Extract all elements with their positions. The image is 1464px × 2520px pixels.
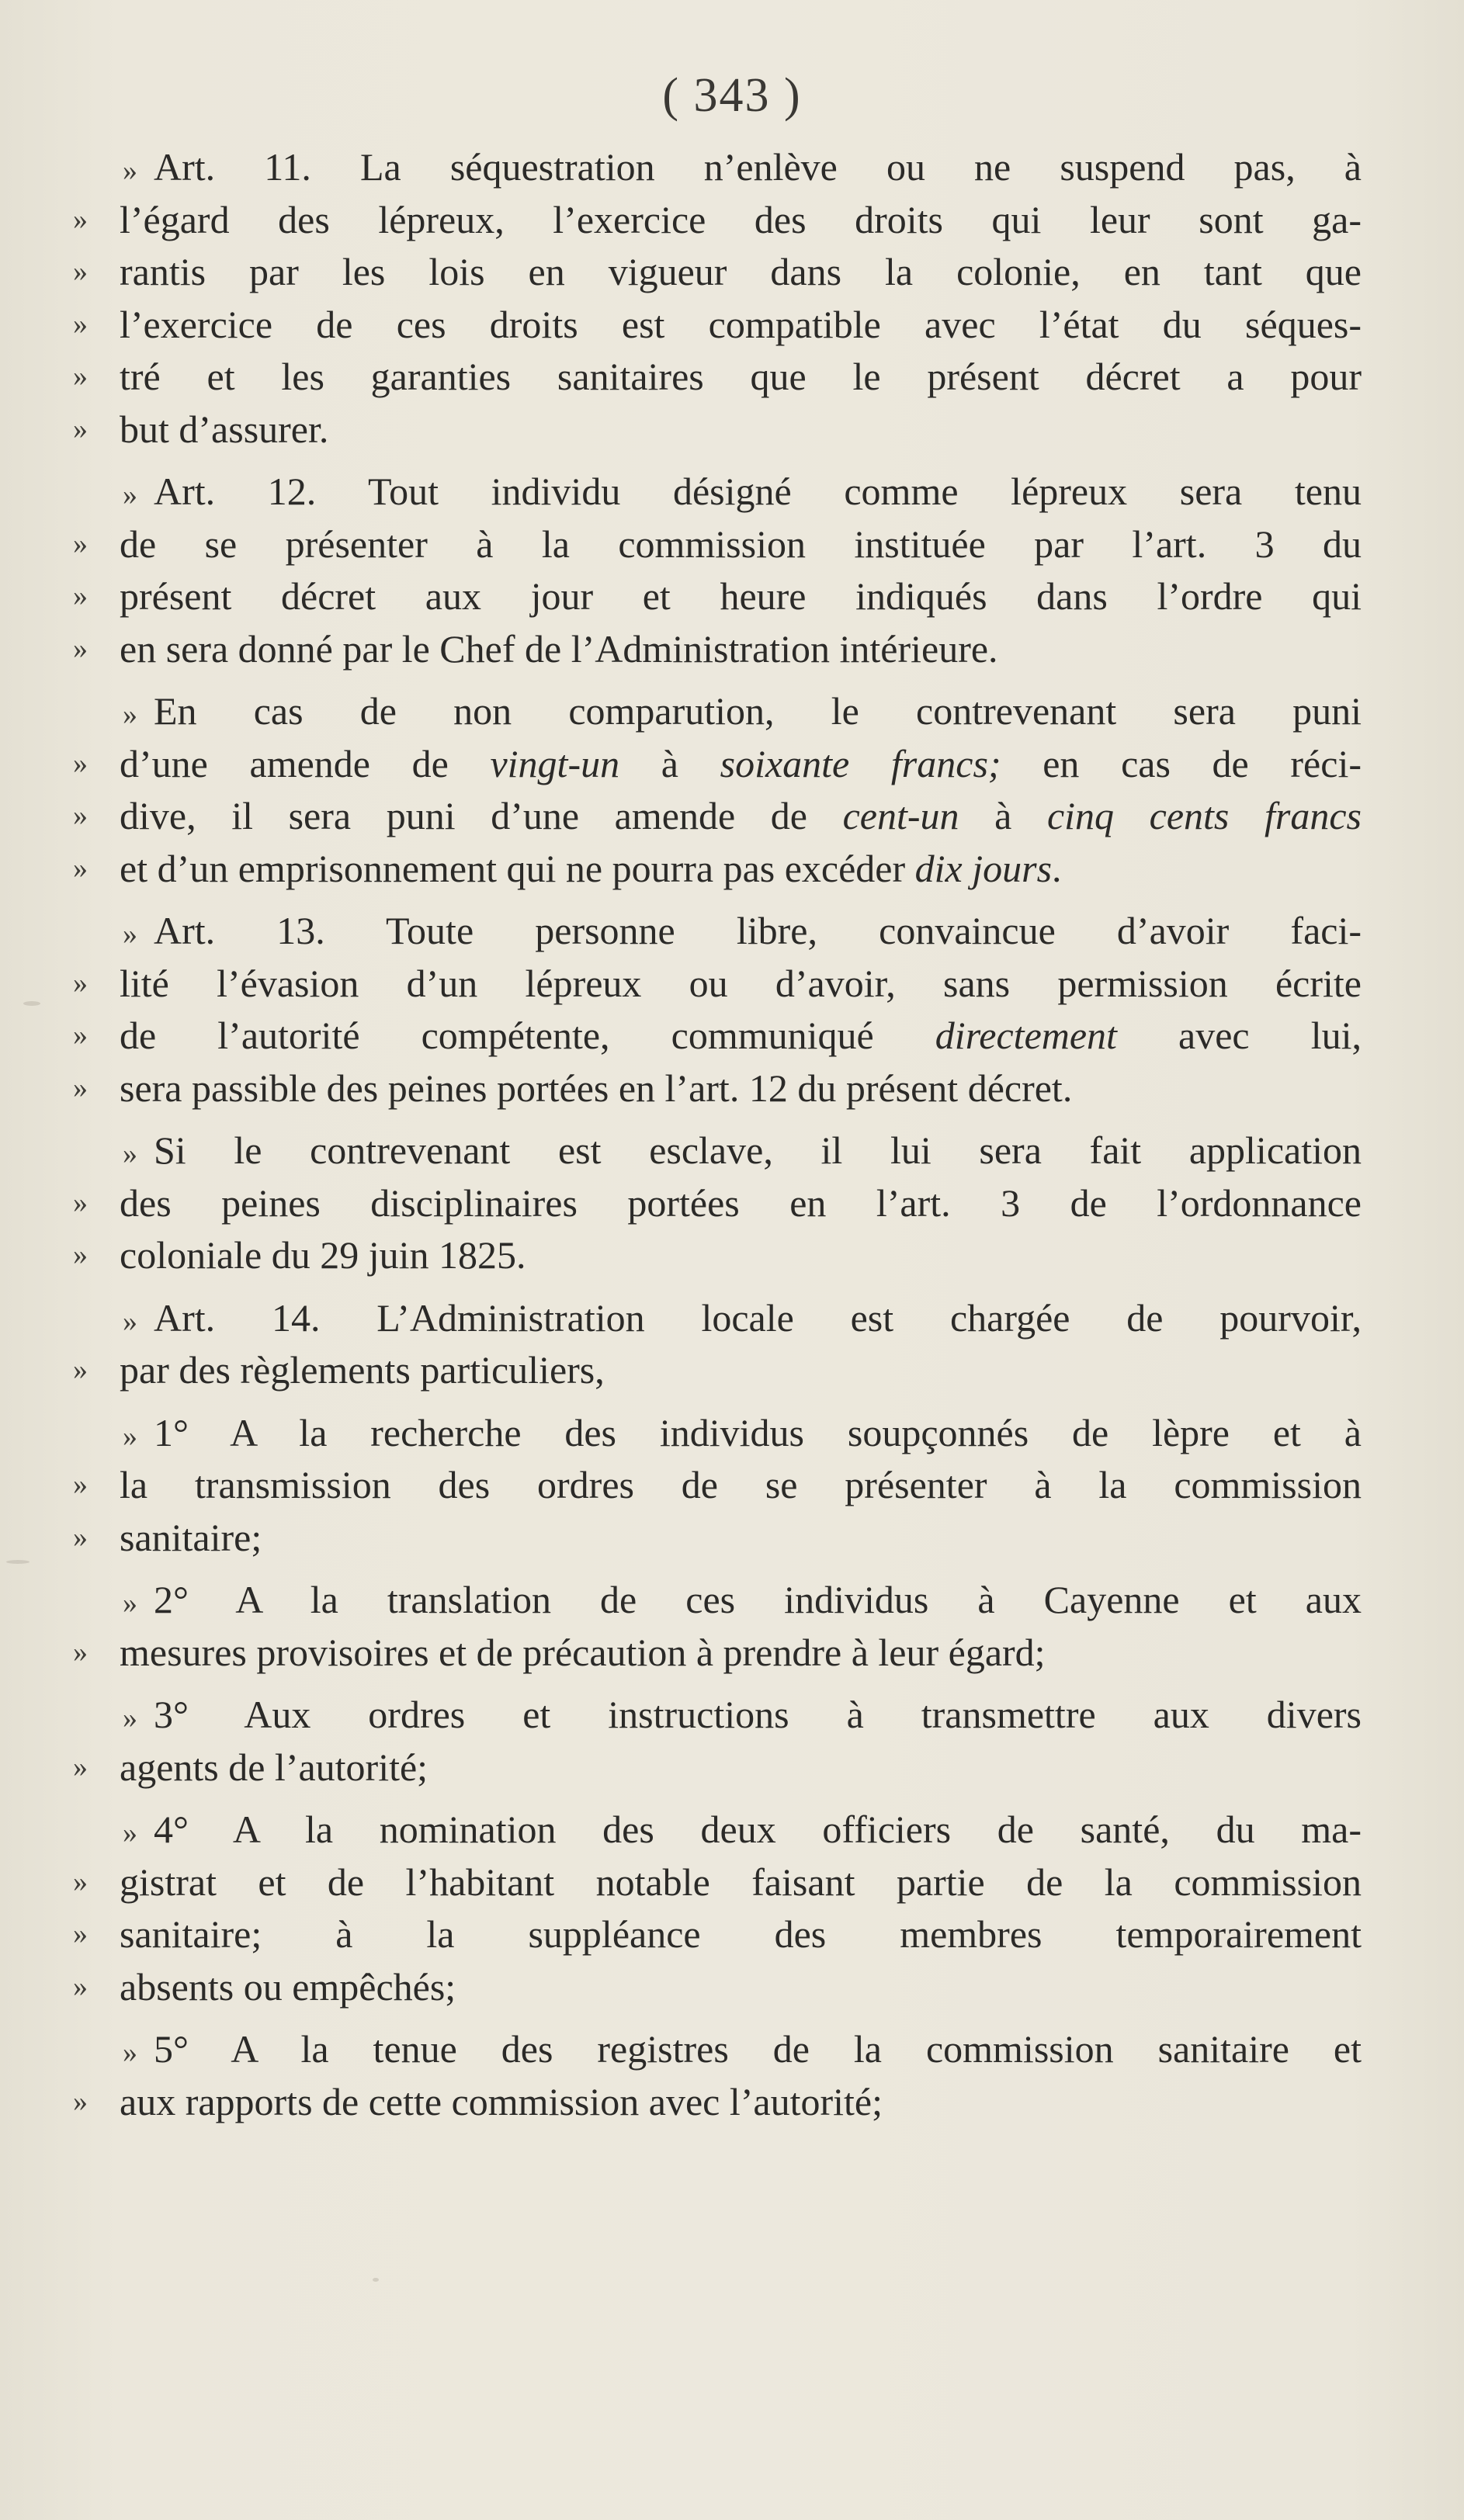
line-text: par des règlements particuliers, (120, 1348, 605, 1392)
text-line (73, 1742, 1362, 1794)
line-text: des peines disciplinaires portées en l’art. 3 de l’ordonnance (120, 1180, 1362, 1225)
paper-blemish (23, 1001, 40, 1006)
opening-guillemet: » (123, 698, 137, 731)
margin-guillemet: » (73, 580, 88, 612)
line-text: avec lui, (1116, 1014, 1362, 1057)
opening-guillemet: » (123, 2036, 137, 2069)
line-text: 5° A la tenue des registres de la commission sanitaire et (154, 2027, 1362, 2071)
text-line (120, 1125, 1362, 1177)
margin-guillemet: » (73, 747, 88, 780)
margin-guillemet: » (73, 255, 88, 288)
text-line (73, 1512, 1362, 1565)
line-text: en cas de réci- (1001, 741, 1362, 785)
margin-guillemet: » (73, 203, 88, 236)
line-text: l’égard des lépreux, l’exercice des droits qui leur sont ga- (120, 197, 1362, 241)
paper-blemish (373, 2278, 379, 2282)
text-line (120, 685, 1362, 738)
text-line (73, 1459, 1362, 1512)
line-text: Si le contrevenant est esclave, il lui sera fait application (154, 1128, 1362, 1172)
line-text: et d’un emprisonnement qui ne pourra pas excéder (120, 846, 915, 890)
margin-guillemet: » (73, 1520, 88, 1554)
opening-guillemet: » (123, 1817, 137, 1849)
margin-guillemet: » (73, 632, 88, 665)
line-text: à (619, 741, 720, 785)
opening-guillemet: » (123, 479, 137, 511)
text-line (73, 351, 1362, 404)
line-text: la transmission des ordres de se présenter à la commission (120, 1463, 1362, 1506)
text-line (120, 1292, 1362, 1345)
text-line (120, 1574, 1362, 1627)
line-text: rantis par les lois en vigueur dans la colonie, en tant que (120, 250, 1362, 293)
line-text: 2° A la translation de ces individus à Cayenne et aux (154, 1578, 1362, 1621)
text-line (73, 958, 1362, 1010)
paragraph (73, 1125, 1362, 1282)
opening-guillemet: » (123, 918, 137, 951)
paragraph (73, 141, 1362, 456)
text-line (73, 1856, 1362, 1909)
margin-guillemet: » (73, 1750, 88, 1783)
text-line (120, 905, 1362, 958)
text-line (120, 1407, 1362, 1460)
margin-guillemet: » (73, 1865, 88, 1898)
margin-guillemet: » (73, 1019, 88, 1052)
margin-guillemet: » (73, 2085, 88, 2118)
margin-guillemet: » (73, 1186, 88, 1219)
line-text: sanitaire; à la suppléance des membres temporairement (120, 1912, 1362, 1956)
line-text: de se présenter à la commission instituée par l’art. 3 du (120, 522, 1362, 566)
paragraph (73, 2023, 1362, 2128)
text-line (73, 246, 1362, 299)
text-line (73, 1229, 1362, 1282)
line-text: Art. 11. La séquestration n’enlève ou ne suspend pas, à (154, 145, 1362, 189)
margin-guillemet: » (73, 799, 88, 832)
page-number: ( 343 ) (662, 69, 802, 122)
line-text: Art. 13. Toute personne libre, convaincue d’avoir faci- (154, 909, 1362, 952)
text-line (73, 1908, 1362, 1961)
body-text (73, 141, 1362, 2138)
italic-text: cent-un (842, 794, 959, 837)
line-text: tré et les garanties sanitaires que le présent décret a pour (120, 355, 1362, 398)
margin-guillemet: » (73, 1354, 88, 1386)
text-line (73, 1344, 1362, 1397)
paragraph (73, 905, 1362, 1114)
paper-blemish (6, 1560, 29, 1564)
line-text: 3° Aux ordres et instructions à transmettre aux divers (154, 1693, 1362, 1736)
line-text: absents ou empêchés; (120, 1964, 456, 2009)
line-text: aux rapports de cette commission avec l’autorité; (120, 2079, 883, 2123)
line-text: 4° A la nomination des deux officiers de santé, du ma- (154, 1808, 1362, 1851)
text-line (120, 1689, 1362, 1742)
line-text: en sera donné par le Chef de l’Administration intérieure. (120, 626, 998, 671)
opening-guillemet: » (123, 1138, 137, 1170)
line-text: de l’autorité compétente, communiqué (120, 1014, 935, 1057)
margin-guillemet: » (73, 527, 88, 560)
text-line (73, 1177, 1362, 1230)
text-line (73, 1062, 1362, 1115)
line-text: . (1052, 846, 1062, 890)
paragraph (73, 1292, 1362, 1397)
line-text: but d’assurer. (120, 407, 329, 451)
margin-guillemet: » (73, 966, 88, 1000)
text-line (73, 518, 1362, 571)
italic-text: directement (935, 1014, 1117, 1057)
opening-guillemet: » (123, 154, 137, 187)
line-text: sanitaire; (120, 1515, 262, 1559)
line-text: coloniale du 29 juin 1825. (120, 1233, 526, 1277)
italic-text: vingt-un (490, 741, 620, 785)
line-text: En cas de non comparution, le contrevenant sera puni (154, 689, 1362, 733)
text-line (120, 466, 1362, 518)
line-text: 1° A la recherche des individus soupçonnés de lèpre et à (154, 1410, 1362, 1454)
line-text: Art. 12. Tout individu désigné comme lépreux sera tenu (154, 470, 1362, 513)
italic-text: cinq cents francs (1046, 794, 1362, 837)
line-text: Art. 14. L’Administration locale est chargée de pourvoir, (154, 1295, 1362, 1340)
paragraph (73, 1407, 1362, 1565)
paragraph (73, 1689, 1362, 1794)
margin-guillemet: » (73, 1918, 88, 1950)
text-line (73, 2076, 1362, 2129)
line-text: agents de l’autorité; (120, 1745, 428, 1789)
text-line (73, 299, 1362, 352)
margin-guillemet: » (73, 851, 88, 885)
line-text: dive, il sera puni d’une amende de (120, 794, 843, 837)
text-line (73, 1627, 1362, 1679)
margin-guillemet: » (73, 307, 88, 341)
margin-guillemet: » (73, 1635, 88, 1669)
text-line (73, 404, 1362, 456)
text-line (120, 141, 1362, 194)
line-text: lité l’évasion d’un lépreux ou d’avoir, sans permission écrite (120, 961, 1362, 1005)
text-line (73, 570, 1362, 623)
line-text: d’une amende de (120, 741, 491, 785)
opening-guillemet: » (123, 1587, 137, 1620)
opening-guillemet: » (123, 1702, 137, 1735)
line-text: sera passible des peines portées en l’art. 12 du présent décret. (120, 1066, 1073, 1110)
text-line (73, 1010, 1362, 1062)
opening-guillemet: » (123, 1305, 137, 1338)
margin-guillemet: » (73, 360, 88, 393)
line-text: mesures provisoires et de précaution à prendre à leur égard; (120, 1630, 1046, 1674)
text-line (73, 790, 1362, 843)
line-text: à (959, 794, 1047, 837)
text-line (120, 2023, 1362, 2076)
line-text: présent décret aux jour et heure indiqués dans l’ordre qui (120, 574, 1362, 618)
text-line (120, 1804, 1362, 1856)
text-line (73, 623, 1362, 676)
margin-guillemet: » (73, 412, 88, 445)
paragraph (73, 466, 1362, 675)
italic-text: dix jours (914, 846, 1053, 890)
italic-text: soixante francs; (720, 741, 1001, 785)
text-line (73, 1961, 1362, 2014)
text-line (73, 194, 1362, 247)
margin-guillemet: » (73, 1071, 88, 1104)
line-text: gistrat et de l’habitant notable faisant partie de la commission (120, 1860, 1362, 1904)
text-line (73, 843, 1362, 896)
line-text: l’exercice de ces droits est compatible avec l’état du séques- (120, 302, 1362, 346)
opening-guillemet: » (123, 1419, 137, 1453)
paragraph (73, 1574, 1362, 1679)
paragraph (73, 685, 1362, 895)
text-line (73, 738, 1362, 791)
margin-guillemet: » (73, 1239, 88, 1271)
paragraph (73, 1804, 1362, 2013)
margin-guillemet: » (73, 1970, 88, 2003)
margin-guillemet: » (73, 1468, 88, 1501)
